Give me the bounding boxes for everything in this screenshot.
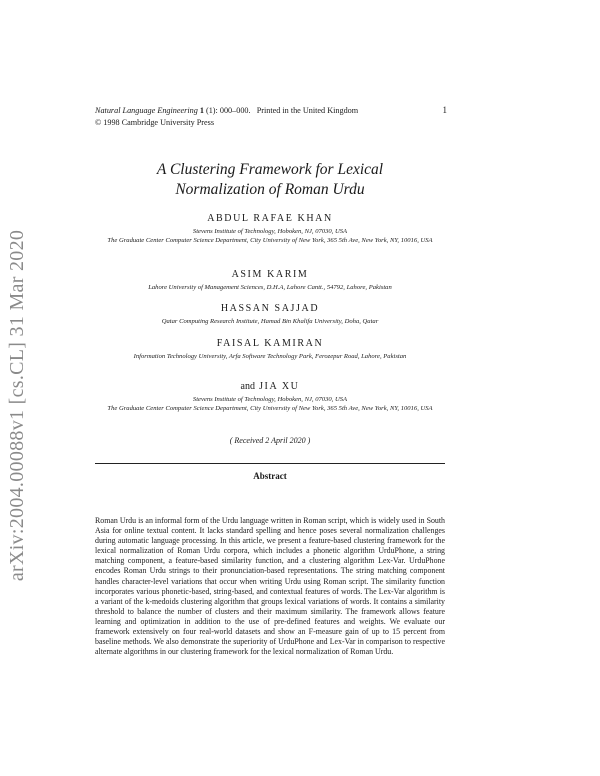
author-name: JIA XU: [259, 381, 300, 392]
author-block-5: [95, 380, 445, 413]
author-affiliation: Stevens Institute of Technology, Hoboken, NJ, 07030, USA: [192, 396, 348, 403]
section-divider: [95, 463, 445, 464]
journal-copyright: © 1998 Cambridge University Press: [95, 118, 215, 127]
title-line-2: Normalization of Roman Urdu: [175, 181, 365, 198]
title-line-1: A Clustering Framework for Lexical: [156, 161, 384, 178]
author-name: HASSAN SAJJAD: [220, 303, 320, 314]
journal-issue: (1): 000–000.: [205, 106, 251, 115]
arxiv-id-text: arXiv:2004.00088v1 [cs.CL] 31 Mar 2020: [6, 229, 29, 581]
author-affiliation: Qatar Computing Research Institute, Hamad Bin Khalifa University, Doha, Qatar: [161, 318, 379, 325]
author-prefix: and: [240, 381, 255, 392]
abstract-body: Roman Urdu is an informal form of the Urdu language written in Roman script, which is widely used in South Asia for online textual content. It lacks standard spelling and hence poses several normalization challenges during automatic language processing. In this article, we present a feature-based clustering framework for the lexical normalization of Roman Urdu corpora, which includes a phonetic algorithm UrduPhone, a string matching component, a feature-based similarity function, and a clustering algorithm Lex-Var. UrduPhone encodes Roman Urdu strings to their pronunciation-based representations. The string matching component handles character-level variations that occur when writing Urdu using Roman script. The similarity function incorporates various phonetic-based, string-based, and contextual features of words. The Lex-Var algorithm is a variant of the k-medoids clustering algorithm that groups lexical variations of words. It contains a similarity threshold to balance the number of clusters and their maximum similarity. The framework allows feature learning and optimization in addition to the use of pre-defined features and weights. We evaluate our framework extensively on four real-world datasets and show an F-measure gain of up to 15 percent from baseline methods. We also demonstrate the superiority of UrduPhone and Lex-Var in comparison to respective alternate algorithms in our clustering framework for the lexical normalization of Roman Urdu.: [95, 516, 445, 657]
author-affiliation: Lahore University of Management Sciences, D.H.A, Lahore Cantt., 54792, Lahore, Pakistan: [148, 284, 392, 291]
paper-title: [95, 160, 445, 200]
author-affiliation: Information Technology University, Arfa Software Technology Park, Ferozepur Road, Lahore, Pakistan: [133, 353, 407, 360]
journal-volume: 1: [199, 106, 204, 115]
author-affiliation: Stevens Institute of Technology, Hoboken, NJ, 07030, USA: [192, 228, 348, 235]
author-block-4: [95, 337, 445, 361]
page-number: 1: [442, 105, 447, 115]
author-block-3: [95, 302, 445, 326]
journal-printed: Printed in the United Kingdom: [256, 106, 359, 115]
author-line: [95, 380, 445, 394]
journal-name: Natural Language Engineering: [95, 106, 198, 115]
author-name: FAISAL KAMIRAN: [216, 338, 324, 349]
author-block-2: [95, 268, 445, 292]
author-affiliation: The Graduate Center Computer Science Department, City University of New York, 365 5th Ave, New York, NY, 10016, USA: [107, 237, 433, 245]
author-affiliation: The Graduate Center Computer Science Department, City University of New York, 365 5th Ave, New York, NY, 10016, USA: [107, 405, 433, 413]
received-date: ( Received 2 April 2020 ): [229, 436, 311, 445]
author-name: ASIM KARIM: [231, 269, 309, 280]
abstract-title: Abstract: [253, 471, 287, 481]
author-block-1: [95, 212, 445, 245]
journal-header: [95, 105, 455, 129]
author-name: ABDUL RAFAE KHAN: [207, 213, 333, 224]
arxiv-identifier: [3, 205, 33, 605]
